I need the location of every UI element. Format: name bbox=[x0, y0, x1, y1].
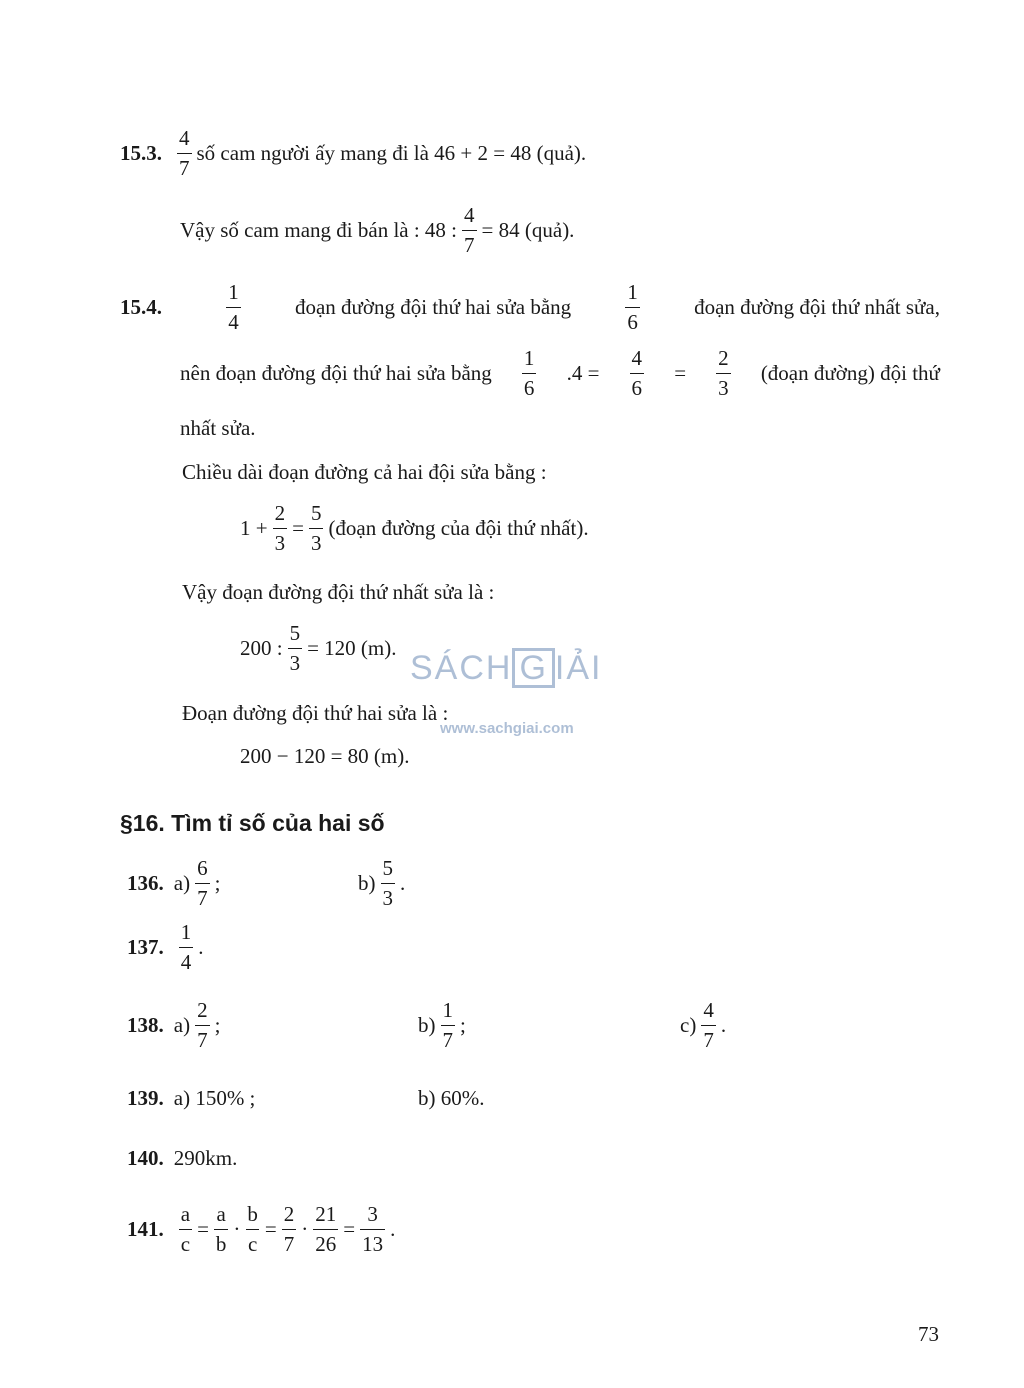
separator: . bbox=[390, 1217, 396, 1241]
fraction: $\frac{2}{3}$ bbox=[718, 346, 729, 400]
exercise-15-4-line8 bbox=[182, 701, 448, 726]
fraction: $\frac{3}{13}$ bbox=[362, 1202, 384, 1256]
text: nên đoạn đường đội thứ hai sửa bằng bbox=[180, 361, 492, 385]
exercise-label: 140. bbox=[127, 1146, 164, 1170]
exercise-label: 138. bbox=[127, 1013, 164, 1037]
exercise-15-3-line2 bbox=[180, 205, 574, 256]
part-c-label: c) bbox=[680, 1013, 697, 1037]
operator: · bbox=[301, 1217, 309, 1241]
text: (đoạn đường của đội thứ nhất). bbox=[328, 516, 589, 540]
fraction: $\frac{b}{c}$ bbox=[247, 1202, 258, 1256]
text: Vậy số cam mang đi bán là : 48 : bbox=[180, 218, 458, 242]
exercise-15-4-line3 bbox=[180, 416, 256, 441]
separator: . bbox=[198, 935, 204, 959]
fraction: $\frac{1}{4}$ bbox=[180, 920, 192, 974]
exercise-138-b bbox=[418, 1000, 466, 1051]
text: = 84 (quả). bbox=[481, 218, 575, 242]
page-number: 73 bbox=[918, 1322, 939, 1346]
exercise-140 bbox=[127, 1146, 237, 1171]
exercise-15-4 bbox=[120, 282, 940, 333]
exercise-138 bbox=[127, 1000, 220, 1051]
fraction: $\frac{4}{7}$ bbox=[179, 126, 190, 180]
text: Vậy đoạn đường đội thứ nhất sửa là : bbox=[182, 580, 495, 604]
text: Chiều dài đoạn đường cả hai đội sửa bằng : bbox=[182, 460, 547, 484]
part-b-label: b) bbox=[418, 1013, 436, 1037]
exercise-15-4-line6 bbox=[182, 580, 494, 605]
fraction: $\frac{1}{6}$ bbox=[523, 346, 535, 400]
fraction: $\frac{a}{c}$ bbox=[180, 1202, 191, 1256]
fraction: $\frac{2}{7}$ bbox=[283, 1202, 295, 1256]
fraction: $\frac{1}{4}$ bbox=[228, 280, 239, 334]
section-heading: §16. Tìm tỉ số của hai số bbox=[120, 810, 385, 836]
watermark-url: www.sachgiai.com bbox=[440, 720, 574, 737]
part-a-label: a) bbox=[173, 871, 191, 895]
operator: = bbox=[197, 1217, 209, 1241]
exercise-label: 141. bbox=[127, 1217, 164, 1241]
exercise-15-4-line7 bbox=[240, 623, 397, 674]
fraction: $\frac{21}{26}$ bbox=[315, 1202, 337, 1256]
separator: ; bbox=[214, 1013, 221, 1037]
text: đoạn đường đội thứ hai sửa bằng bbox=[294, 295, 572, 319]
exercise-139-b bbox=[418, 1086, 485, 1111]
text: = bbox=[674, 361, 687, 385]
fraction: $\frac{5}{3}$ bbox=[310, 501, 322, 555]
exercise-141 bbox=[127, 1204, 395, 1255]
fraction: $\frac{2}{7}$ bbox=[197, 998, 208, 1052]
separator: ; bbox=[460, 1013, 466, 1037]
fraction: $\frac{5}{3}$ bbox=[289, 621, 301, 675]
fraction: $\frac{5}{3}$ bbox=[382, 856, 393, 910]
exercise-137 bbox=[127, 922, 204, 973]
text: = bbox=[292, 516, 304, 540]
text: 1 + bbox=[240, 516, 268, 540]
exercise-136 bbox=[127, 858, 220, 909]
text: .4 = bbox=[566, 361, 600, 385]
fraction: $\frac{a}{b}$ bbox=[215, 1202, 227, 1256]
text: = 120 (m). bbox=[307, 636, 397, 660]
text: đoạn đường đội thứ nhất sửa, bbox=[694, 295, 940, 319]
exercise-label: 139. bbox=[127, 1086, 164, 1110]
text: 200 : bbox=[240, 636, 283, 660]
answer-a: a) 150% ; bbox=[173, 1086, 256, 1110]
fraction: $\frac{4}{7}$ bbox=[703, 998, 714, 1052]
fraction: $\frac{1}{7}$ bbox=[442, 998, 453, 1052]
exercise-label: 15.3. bbox=[120, 141, 162, 165]
separator: . bbox=[720, 1013, 727, 1037]
operator: = bbox=[343, 1217, 356, 1241]
fraction: $\frac{1}{6}$ bbox=[627, 280, 638, 334]
fraction: $\frac{4}{7}$ bbox=[464, 203, 475, 257]
exercise-label: 137. bbox=[127, 935, 164, 959]
exercise-15-4-line9 bbox=[240, 744, 410, 769]
fraction: $\frac{2}{3}$ bbox=[274, 501, 286, 555]
text: nhất sửa. bbox=[180, 416, 256, 440]
fraction: $\frac{4}{6}$ bbox=[631, 346, 643, 400]
exercise-15-3 bbox=[120, 128, 586, 179]
answer: 290km. bbox=[173, 1146, 238, 1170]
separator: . bbox=[400, 871, 406, 895]
part-b-label: b) bbox=[358, 871, 376, 895]
text: 200 − 120 = 80 (m). bbox=[240, 744, 410, 768]
exercise-label: 15.4. bbox=[120, 295, 162, 319]
exercise-label: 136. bbox=[127, 871, 164, 895]
exercise-15-4-line2 bbox=[180, 348, 940, 399]
exercise-15-4-line5 bbox=[240, 503, 589, 554]
exercise-138-c bbox=[680, 1000, 726, 1051]
answer-b: b) 60%. bbox=[418, 1086, 485, 1110]
exercise-15-4-line4 bbox=[182, 460, 547, 485]
part-a-label: a) bbox=[173, 1013, 191, 1037]
operator: = bbox=[264, 1217, 277, 1241]
exercise-139 bbox=[127, 1086, 255, 1111]
text: số cam người ấy mang đi là 46 + 2 = 48 (quả). bbox=[196, 141, 587, 165]
operator: · bbox=[233, 1217, 241, 1241]
text: Đoạn đường đội thứ hai sửa là : bbox=[182, 701, 449, 725]
text: (đoạn đường) đội thứ bbox=[760, 361, 940, 385]
separator: ; bbox=[214, 871, 221, 895]
fraction: $\frac{6}{7}$ bbox=[197, 856, 208, 910]
exercise-136-b bbox=[358, 858, 405, 909]
watermark-logo: SÁCH G IẢI bbox=[410, 649, 603, 687]
